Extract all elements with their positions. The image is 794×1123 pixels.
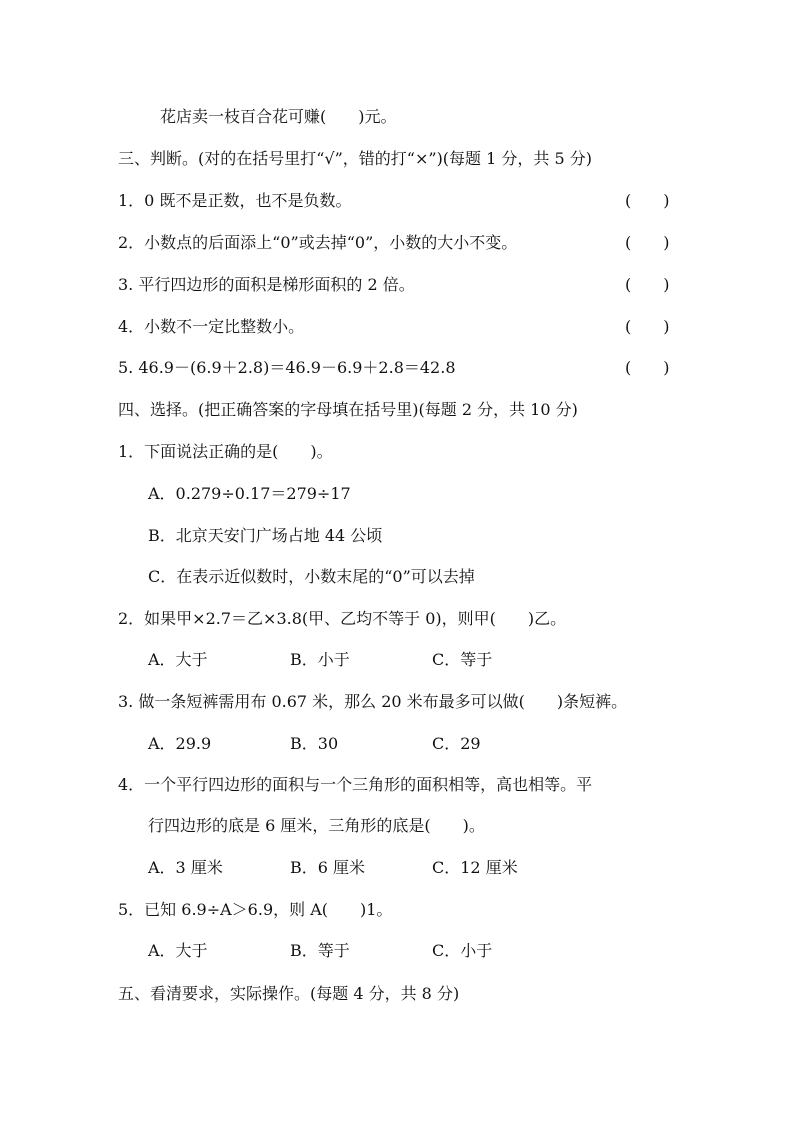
judge-answer-blank-1[interactable]: ( ) [625, 191, 670, 210]
choice-4-option-c[interactable]: C．12 厘米 [432, 858, 518, 877]
judge-answer-blank-4[interactable]: ( ) [625, 317, 670, 336]
choice-1-option-b[interactable]: B．北京天安门广场占地 44 公顷 [148, 526, 383, 545]
choice-question-5: 5．已知 6.9÷A＞6.9，则 A( )1。 [118, 900, 393, 919]
choice-5-option-b[interactable]: B．等于 [290, 941, 350, 960]
choice-3-option-b[interactable]: B．30 [290, 734, 339, 753]
judge-item-2: 2．小数点的后面添上“0”或去掉“0”，小数的大小不变。 [118, 233, 518, 252]
section-5-heading: 五、看清要求，实际操作。(每题 4 分，共 8 分) [118, 984, 460, 1003]
judge-answer-blank-2[interactable]: ( ) [625, 233, 670, 252]
judge-item-3: 3. 平行四边形的面积是梯形面积的 2 倍。 [118, 275, 415, 294]
choice-2-option-b[interactable]: B．小于 [290, 650, 350, 669]
choice-question-4-line-1: 4．一个平行四边形的面积与一个三角形的面积相等，高也相等。平 [118, 775, 593, 794]
choice-4-option-a[interactable]: A．3 厘米 [148, 858, 223, 877]
choice-5-option-c[interactable]: C．小于 [432, 941, 493, 960]
choice-3-option-c[interactable]: C．29 [432, 734, 481, 753]
previous-question-tail: 花店卖一枝百合花可赚( )元。 [160, 107, 397, 126]
choice-question-4-line-2: 行四边形的底是 6 厘米，三角形的底是( )。 [148, 816, 485, 835]
judge-answer-blank-3[interactable]: ( ) [625, 275, 670, 294]
judge-item-5: 5. 46.9－(6.9＋2.8)＝46.9－6.9＋2.8＝42.8 [118, 358, 456, 377]
section-3-heading: 三、判断。(对的在括号里打“√”，错的打“×”)(每题 1 分，共 5 分) [118, 149, 592, 168]
choice-question-2: 2．如果甲×2.7＝乙×3.8(甲、乙均不等于 0)，则甲( )乙。 [118, 609, 567, 628]
choice-4-option-b[interactable]: B．6 厘米 [290, 858, 366, 877]
choice-1-option-c[interactable]: C．在表示近似数时，小数末尾的“0”可以去掉 [148, 567, 475, 586]
choice-2-option-c[interactable]: C．等于 [432, 650, 493, 669]
choice-question-1: 1．下面说法正确的是( )。 [118, 442, 333, 461]
judge-item-1: 1．0 既不是正数，也不是负数。 [118, 191, 352, 210]
choice-2-option-a[interactable]: A．大于 [148, 650, 208, 669]
choice-1-option-a[interactable]: A．0.279÷0.17＝279÷17 [148, 484, 351, 503]
choice-question-3: 3. 做一条短裤需用布 0.67 米，那么 20 米布最多可以做( )条短裤。 [118, 692, 628, 711]
judge-answer-blank-5[interactable]: ( ) [625, 358, 670, 377]
choice-3-option-a[interactable]: A．29.9 [148, 734, 212, 753]
choice-5-option-a[interactable]: A．大于 [148, 941, 208, 960]
section-4-heading: 四、选择。(把正确答案的字母填在括号里)(每题 2 分，共 10 分) [118, 400, 578, 419]
judge-item-4: 4．小数不一定比整数小。 [118, 317, 305, 336]
